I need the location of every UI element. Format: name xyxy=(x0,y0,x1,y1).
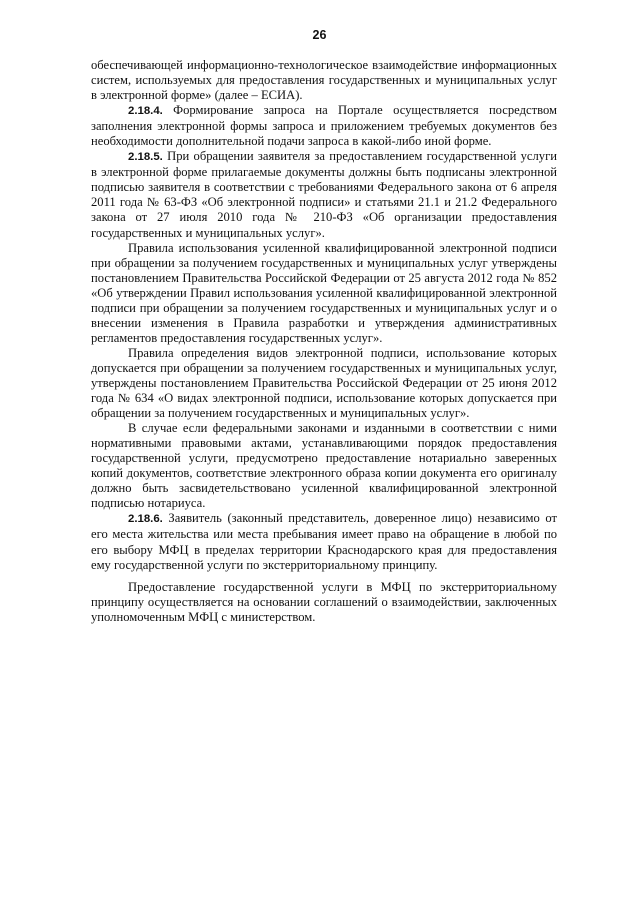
paragraph-text: В случае если федеральными законами и изданными в соответствии с ними нормативными правовыми актами, устанавливающими порядок предоставления государственной услуги, предусмотрено предоставление нотариально заверенных копий документов, соответствие электронного образа копии документа его оригиналу должно быть засвидетельствовано усиленной квалифицированной электронной подписью нотариуса. xyxy=(91,421,557,511)
clause-2-18-4 xyxy=(91,103,557,149)
paragraph-text: обеспечивающей информационно-технологическое взаимодействие информационных систем, используемых для предоставления государственных и муниципальных услуг в электронной форме» (далее – ЕСИА). xyxy=(91,58,557,103)
clause-2-18-5 xyxy=(91,149,557,240)
clause-number: 2.18.4. xyxy=(128,105,163,118)
paragraph-notary-copies xyxy=(91,421,557,511)
document-body xyxy=(91,58,557,625)
paragraph-text: Предоставление государственной услуги в МФЦ по экстерриториальному принципу осуществляется на основании соглашений о взаимодействии, заключенных уполномоченным МФЦ с министерством. xyxy=(91,579,557,624)
paragraph-text: Правила определения видов электронной подписи, использование которых допускается при обращении за получением государственных и муниципальных услуг, утверждены постановлением Правительства Российской Федерации от 25 июня 2012 года № 634 «О видах электронной подписи, использование которых допускается при обращении за получением государственных и муниципальных услуг». xyxy=(91,345,557,421)
paragraph-extraterritorial-mfc xyxy=(91,580,557,625)
paragraph-text: Правила использования усиленной квалифицированной электронной подписи при обращении за получением государственных и муниципальных услуг утверждены постановлением Правительства Российской Федерации от 25 августа 2012 года № 852 «Об утверждении Правил использования усиленной квалифицированной электронной подписи при обращении за получением государственных и муниципальных услуг и о внесении изменения в Правила разработки и утверждения административных регламентов предоставления государственных услуг». xyxy=(91,240,557,345)
paragraph-text: При обращении заявителя за предоставлением государственной услуги в электронной форме прилагаемые документы должны быть подписаны электронной подписью заявителя в соответствии с требованиями Федерального закона от 6 апреля 2011 года № 63-ФЗ «Об электронной подписи» и статьями 21.1 и 21.2 Федерального закона от 27 июля 2010 года № 210-ФЗ «Об организации предоставления государственных и муниципальных услуг». xyxy=(91,149,557,240)
clause-2-18-6 xyxy=(91,511,557,572)
paragraph-signature-types-rules xyxy=(91,346,557,421)
paragraph-qualified-signature-rules xyxy=(91,241,557,346)
paragraph-esia-continuation xyxy=(91,58,557,103)
paragraph-text: Заявитель (законный представитель, доверенное лицо) независимо от его места жительства или места пребывания имеет право на обращение в любой по его выбору МФЦ в пределах территории Краснодарского края для предоставления ему государственной услуги по экстерриториальному принципу. xyxy=(91,511,557,572)
clause-number: 2.18.6. xyxy=(128,513,163,526)
page-number: 26 xyxy=(312,28,327,42)
paragraph-text: Формирование запроса на Портале осуществляется посредством заполнения электронной формы запроса и приложением требуемых документов без необходимости дополнительной подачи запроса в какой-либо иной форме. xyxy=(91,103,557,149)
clause-number: 2.18.5. xyxy=(128,151,163,164)
